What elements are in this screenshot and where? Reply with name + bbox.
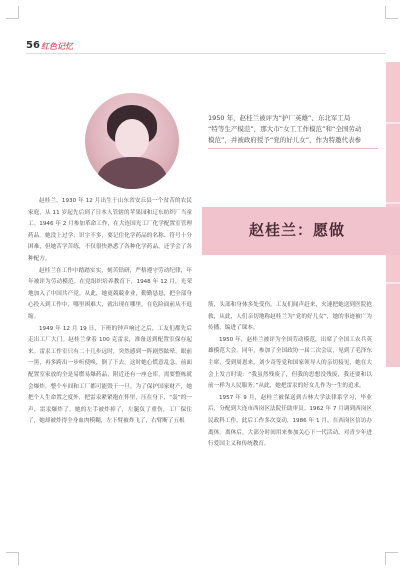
crop-mark-top-right	[385, 6, 398, 19]
quote-divider	[208, 148, 378, 149]
article-column-left	[28, 196, 192, 428]
portrait-photo	[85, 93, 179, 189]
crop-mark-top-left	[6, 6, 19, 19]
header-rule	[26, 53, 386, 54]
intro-quote	[208, 113, 394, 146]
paragraph: 1949 年 12 月 19 日，下班的钟声响过之后，工友们都先后走出工厂大门。赵桂兰拿着 100 克雷汞，准备送到配置室保存起来。雷汞工作室只有二十几步远时，突然感到一阵剧烈眩晕，眼前一黑，再多跨出一步听使唤，倒了下去。这时她心慌意乱急，前面配置室家放的全是易燃易爆药品，附近还有一座仓库，需要整栋就会爆炸，整个车间和工厂都可能毁于一旦。为了保护国家财产，她把个人生命置之度外，把雷汞紧紧抱在怀里，压在身下，“轰”的一声，雷汞爆炸了，她的左手被炸掉了，左腿负了重伤，工厂保住了，她却被炸得全身血肉模糊，左下臂被炸飞了，右臂断了五根	[28, 325, 192, 425]
paragraph: 筋，头部和身体多处受伤。工友们闻声赶来，火速把她送到医院抢救，从此，人们亲切地称赵桂兰为“党的好儿女”，她的事迹被广为传播，编进了课本。	[208, 302, 372, 332]
portrait-face	[115, 119, 149, 159]
portrait-coat	[97, 157, 167, 189]
section-tag: 红色记忆	[41, 42, 73, 51]
article-column-right	[208, 300, 372, 451]
paragraph: 1950 年，赵桂兰被评为全国劳动模范，出席了全国工农兵英雄模范大会，同年，参加了全国政协一届二次会议，见到了毛泽东主席，受到周恩来、刘少奇等党和国家领导人的亲切接见，她在大会上发言时说：“我虽然残废了，但我的思想没残废，我还要和以前一样为人民服务。”从此，她把雷汞的好女儿作为一生的追求。	[208, 336, 372, 390]
quote-line: 模范”，并被政府授予“党的好儿女”，作为特邀代表参	[208, 136, 362, 144]
quote-line: “特等生产模范”，那大市“女工工作模范”和“全国劳动	[208, 125, 362, 133]
crop-mark-bottom-right	[385, 552, 398, 565]
paragraph: 1957 年 9 月，赵桂兰被保送到吉林大学法律系学习，毕业后，分配到大连市西岗区法院任助审员。1962 年 7 月调到西岗区民政科工作。此后工作多次变动，1986 年 1 月，在西岗区信访办离休。离休后，大部分时间用来参加关心下一代活动，对青少年进行爱国主义和传统教育。	[208, 394, 372, 448]
article-title: 赵桂兰：愿做	[249, 221, 346, 239]
paragraph: 赵桂兰，1930 年 12 月出生于山东省安丘县一个贫苦的农民家庭，从 11 岁起先后到了日本人管辖的苹果园和辽东纺织厂当童工。1946 年 2 月参加革命工作，在大连国光工厂化学配置室管理药品。她没上过学，识字不多，要记住化学药品的名称、符号十分困难，但她苦学苦练，不仅很快熟悉了各种化学药品，还学会了各种配方。	[28, 198, 192, 262]
quote-line: 1950 年，赵桂兰被评为“护厂英雄”、东北军工局	[208, 114, 351, 122]
page-number: 56	[26, 40, 40, 51]
paragraph: 赵桂兰在工作中踏踏实实，刻苦钻研，严格遵守劳动纪律，年年被评为劳动模范。在党组织培养教育下，1948 年 12 月，光荣地加入了中国共产党。从此，她更兢兢业业，勤勤恳恳，把全部身心投入到工作中，哪里困难大，就出现在哪里，在危险面前从不退缩。	[28, 267, 192, 320]
crop-mark-bottom-left	[6, 552, 19, 565]
